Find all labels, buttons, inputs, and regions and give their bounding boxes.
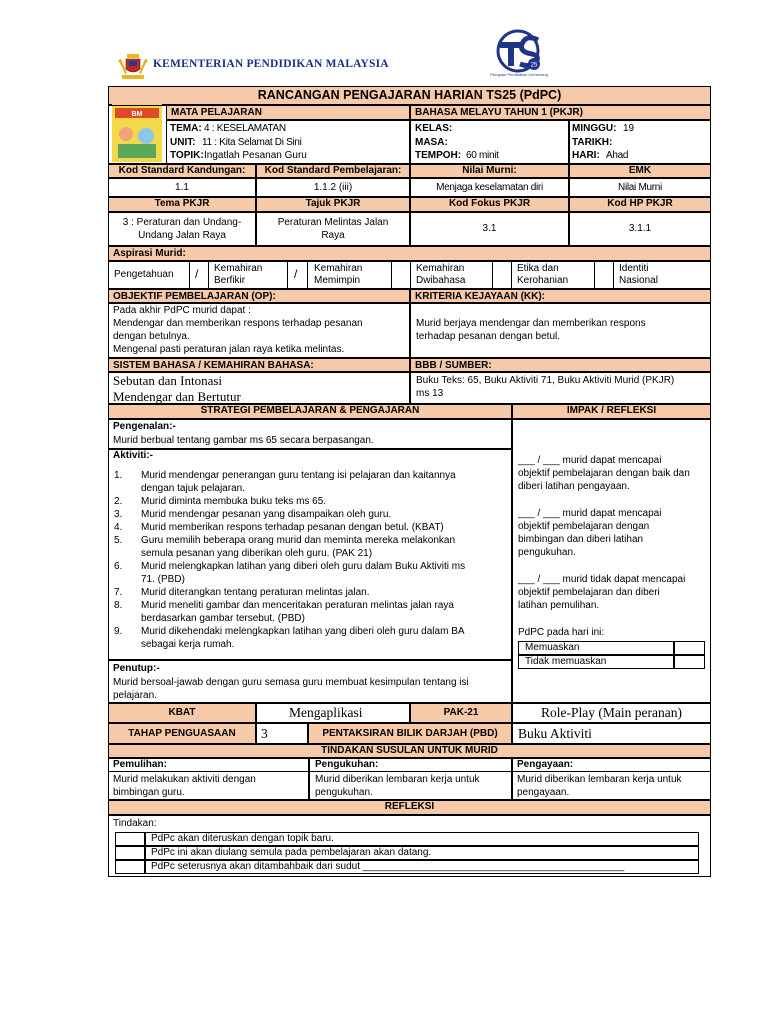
- aktiviti-label: Aktiviti:-: [113, 450, 153, 461]
- bbb-header: BBB / SUMBER:: [410, 358, 711, 372]
- refleksi-option-3: PdPc seterusnya akan ditambahbaik dari sudut _______________________________________________: [151, 861, 625, 872]
- aspirasi-kemahiran-berfikir: Kemahiran Berfikir: [214, 263, 263, 286]
- kod-standard-pembelajaran-value: 1.1.2 (iii): [256, 178, 410, 197]
- impak-p2-line1: ___ / ___ murid dapat mencapai: [518, 508, 662, 519]
- logo-caption: Pengajar Pendidikan Cemerlang: [490, 72, 548, 77]
- aktiviti-step-text-continued: sebagai kerja rumah.: [141, 639, 235, 650]
- aktiviti-step-text: Murid diterangkan tentang peraturan melintas jalan.: [141, 587, 370, 598]
- pemulihan-label: Pemulihan:: [113, 759, 167, 770]
- topik-label: TOPIK:: [170, 150, 204, 161]
- kod-standard-kandungan-value: 1.1: [108, 178, 256, 197]
- emk-header: EMK: [569, 164, 711, 178]
- aspirasi-header: Aspirasi Murid:: [108, 246, 711, 261]
- refleksi-checkbox-2[interactable]: [115, 846, 145, 860]
- refleksi-checkbox-3[interactable]: [115, 860, 145, 874]
- pengukuhan-line2: pengukuhan.: [315, 787, 373, 798]
- aspirasi-etika-kerohanian: Etika dan Kerohanian: [517, 263, 569, 286]
- aktiviti-step-text: Murid melengkapkan latihan yang diberi oleh guru dalam Buku Aktiviti ms: [141, 561, 466, 572]
- kbat-label: KBAT: [108, 703, 256, 723]
- tajuk-pkjr-header: Tajuk PKJR: [256, 197, 410, 212]
- aktiviti-step-text: Murid mendengar penerangan guru tentang isi pelajaran dan kaitannya: [141, 470, 456, 481]
- memuaskan-label: Memuaskan: [525, 642, 580, 653]
- tidak-memuaskan-checkbox[interactable]: [674, 655, 705, 669]
- kod-fokus-pkjr-header: Kod Fokus PKJR: [410, 197, 569, 212]
- aktiviti-step-text: Murid meneliti gambar dan menceritakan peraturan melintas jalan raya: [141, 600, 454, 611]
- kriteria-line1: Murid berjaya mendengar dan memberikan respons: [416, 318, 646, 329]
- aspirasi-mark-1: /: [195, 267, 199, 281]
- kod-standard-pembelajaran-header: Kod Standard Pembelajaran:: [256, 164, 410, 178]
- impak-p2-line3: bimbingan dan diberi latihan: [518, 534, 644, 545]
- refleksi-checkbox-1[interactable]: [115, 832, 145, 846]
- tindakan-susulan-header: TINDAKAN SUSULAN UNTUK MURID: [108, 744, 711, 758]
- minggu-label: MINGGU:: [572, 123, 617, 134]
- objektif-line4: Mengenal pasti peraturan jalan raya ketika melintas.: [113, 344, 345, 355]
- svg-text:25: 25: [530, 62, 538, 69]
- aspirasi-mark-2: /: [294, 267, 298, 281]
- aktiviti-step-number: 1.: [114, 470, 123, 481]
- impak-p1-line3: diberi latihan pengayaan.: [518, 481, 630, 492]
- emk-value: Nilai Murni: [569, 178, 711, 197]
- hari-label: HARI:: [572, 150, 600, 161]
- memuaskan-checkbox[interactable]: [674, 641, 705, 655]
- tahap-penguasaan-value: 3: [256, 723, 308, 744]
- tema-pkjr-line1: 3 : Peraturan dan Undang-: [122, 217, 242, 228]
- aspirasi-kemahiran-dwibahasa: Kemahiran Dwibahasa: [416, 263, 466, 286]
- tidak-memuaskan-label: Tidak memuaskan: [525, 656, 607, 667]
- kriteria-line2: terhadap pesanan dengan betul.: [416, 331, 561, 342]
- kod-standard-kandungan-header: Kod Standard Kandungan:: [108, 164, 256, 178]
- tarikh-label: TARIKH:: [572, 137, 613, 148]
- impak-p3-line1: ___ / ___ murid tidak dapat mencapai: [518, 574, 686, 585]
- objektif-line3: dengan betulnya.: [113, 331, 190, 342]
- tema-pkjr-header: Tema PKJR: [108, 197, 256, 212]
- mata-pelajaran-label: MATA PELAJARAN: [166, 105, 410, 120]
- pbd-value: Buku Aktiviti: [512, 723, 711, 744]
- kriteria-header: KRITERIA KEJAYAAN (KK):: [410, 289, 711, 303]
- sistem-bahasa-header: SISTEM BAHASA / KEMAHIRAN BAHASA:: [108, 358, 410, 372]
- strategi-header: STRATEGI PEMBELAJARAN & PENGAJARAN: [108, 404, 512, 419]
- aktiviti-step-text: Murid dikehendaki melengkapkan latihan yang diberi oleh guru dalam BA: [141, 626, 465, 637]
- bbb-line1: Buku Teks: 65, Buku Aktiviti 71, Buku Aktiviti Murid (PKJR): [416, 375, 675, 386]
- mata-pelajaran-value: BAHASA MELAYU TAHUN 1 (PKJR): [410, 105, 711, 120]
- impak-hari-ini: PdPC pada hari ini:: [518, 627, 605, 638]
- aktiviti-step-text-continued: 71. (PBD): [141, 574, 185, 585]
- pengukuhan-label: Pengukuhan:: [315, 759, 379, 770]
- hari-value: Ahad: [606, 150, 629, 161]
- tempoh-label: TEMPOH:: [415, 150, 462, 161]
- impak-p3-line3: latihan pemulihan.: [518, 600, 600, 611]
- sistem-line1: Sebutan dan Intonasi: [113, 373, 223, 388]
- impak-p3-line2: objektif pembelajaran dan diberi: [518, 587, 660, 598]
- cover-cell: [108, 105, 166, 164]
- aktiviti-step-number: 9.: [114, 626, 123, 637]
- impak-p2-line4: pengukuhan.: [518, 547, 576, 558]
- unit-value: 11 : Kita Selamat Di Sini: [202, 137, 302, 148]
- objektif-line1: Pada akhir PdPC murid dapat :: [113, 305, 251, 316]
- masa-label: MASA:: [415, 137, 448, 148]
- pengayaan-label: Pengayaan:: [517, 759, 574, 770]
- objektif-line2: Mendengar dan memberikan respons terhadap pesanan: [113, 318, 363, 329]
- refleksi-option-2: PdPc ini akan diulang semula pada pembelajaran akan datang.: [151, 847, 432, 858]
- ministry-crest-logo: [116, 52, 150, 82]
- aktiviti-step-text: Murid diminta membuka buku teks ms 65.: [141, 496, 327, 507]
- tema-label: TEMA:: [170, 123, 202, 134]
- kod-hp-pkjr-value: 3.1.1: [569, 212, 711, 246]
- tajuk-pkjr-line2: Raya: [321, 230, 345, 241]
- minggu-value: 19: [623, 123, 635, 134]
- ministry-name: KEMENTERIAN PENDIDIKAN MALAYSIA: [153, 58, 389, 70]
- kod-fokus-pkjr-value: 3.1: [410, 212, 569, 246]
- kod-hp-pkjr-header: Kod HP PKJR: [569, 197, 711, 212]
- pak21-label: PAK-21: [410, 703, 512, 723]
- aktiviti-step-number: 5.: [114, 535, 123, 546]
- tahap-penguasaan-label: TAHAP PENGUASAAN: [108, 723, 256, 744]
- aktiviti-step-number: 4.: [114, 522, 123, 533]
- pbd-label: PENTAKSIRAN BILIK DARJAH (PBD): [308, 723, 512, 744]
- refleksi-header: REFLEKSI: [108, 800, 711, 815]
- aktiviti-step-text-continued: dengan tajuk pelajaran.: [141, 483, 245, 494]
- bbb-line2: ms 13: [416, 388, 444, 399]
- aktiviti-step-text: Murid memberikan respons terhadap pesanan dengan betul. (KBAT): [141, 522, 444, 533]
- aktiviti-step-number: 2.: [114, 496, 123, 507]
- aktiviti-step-number: 3.: [114, 509, 123, 520]
- aspirasi-identiti-nasional: Identiti Nasional: [619, 263, 658, 286]
- pengukuhan-line1: Murid diberikan lembaran kerja untuk: [315, 774, 480, 785]
- pengayaan-line1: Murid diberikan lembaran kerja untuk: [517, 774, 682, 785]
- pengenalan-label: Pengenalan:-: [113, 421, 176, 432]
- nilai-murni-header: Nilai Murni:: [410, 164, 569, 178]
- aspirasi-pengetahuan: Pengetahuan: [114, 269, 174, 280]
- kelas-label: KELAS:: [415, 123, 453, 134]
- pemulihan-line1: Murid melakukan aktiviti dengan: [113, 774, 256, 785]
- tema-pkjr-line2: Undang Jalan Raya: [138, 230, 226, 241]
- impak-header: IMPAK / REFLEKSI: [512, 404, 711, 419]
- aktiviti-step-text-continued: semula pesanan yang diberikan oleh guru. (PAK 21): [141, 548, 373, 559]
- svg-text:BM: BM: [131, 111, 143, 118]
- form-title: RANCANGAN PENGAJARAN HARIAN TS25 (PdPC): [108, 86, 711, 105]
- aktiviti-step-text: Guru memilih beberapa orang murid dan meminta mereka melakonkan: [141, 535, 456, 546]
- objektif-header: OBJEKTIF PEMBELAJARAN (OP):: [108, 289, 410, 303]
- aktiviti-step-text: Murid mendengar pesanan yang disampaikan oleh guru.: [141, 509, 392, 520]
- aktiviti-step-number: 6.: [114, 561, 123, 572]
- ts25-logo: [490, 28, 546, 74]
- sistem-line2: Mendengar dan Bertutur: [113, 389, 241, 404]
- impak-p1-line1: ___ / ___ murid dapat mencapai: [518, 455, 662, 466]
- pengenalan-text: Murid berbual tentang gambar ms 65 secara berpasangan.: [113, 435, 374, 446]
- pak21-value: Role-Play (Main peranan): [512, 703, 711, 723]
- pemulihan-line2: bimbingan guru.: [113, 787, 185, 798]
- impak-p2-line2: objektif pembelajaran dengan: [518, 521, 650, 532]
- refleksi-option-1: PdPc akan diteruskan dengan topik baru.: [151, 833, 334, 844]
- aktiviti-step-text-continued: berdasarkan gambar tersebut. (PBD): [141, 613, 305, 624]
- tindakan-label: Tindakan:: [113, 818, 157, 829]
- impak-p1-line2: objektif pembelajaran dengan baik dan: [518, 468, 690, 479]
- pengayaan-line2: pengayaan.: [517, 787, 570, 798]
- penutup-line1: Murid bersoal-jawab dengan guru semasa guru membuat kesimpulan tentang isi: [113, 677, 469, 688]
- tajuk-pkjr-line1: Peraturan Melintas Jalan: [277, 217, 389, 228]
- penutup-line2: pelajaran.: [113, 690, 157, 701]
- penutup-label: Penutup:-: [113, 663, 160, 674]
- nilai-murni-value: Menjaga keselamatan diri: [410, 178, 569, 197]
- kbat-value: Mengaplikasi: [256, 703, 410, 723]
- aktiviti-step-number: 8.: [114, 600, 123, 611]
- aspirasi-kemahiran-memimpin: Kemahiran Memimpin: [314, 263, 363, 286]
- tema-value: 4 : KESELAMATAN: [204, 123, 286, 134]
- topik-value: Ingatlah Pesanan Guru: [204, 150, 307, 161]
- tempoh-value: 60 minit: [466, 150, 499, 161]
- unit-label: UNIT:: [170, 137, 196, 148]
- aktiviti-step-number: 7.: [114, 587, 123, 598]
